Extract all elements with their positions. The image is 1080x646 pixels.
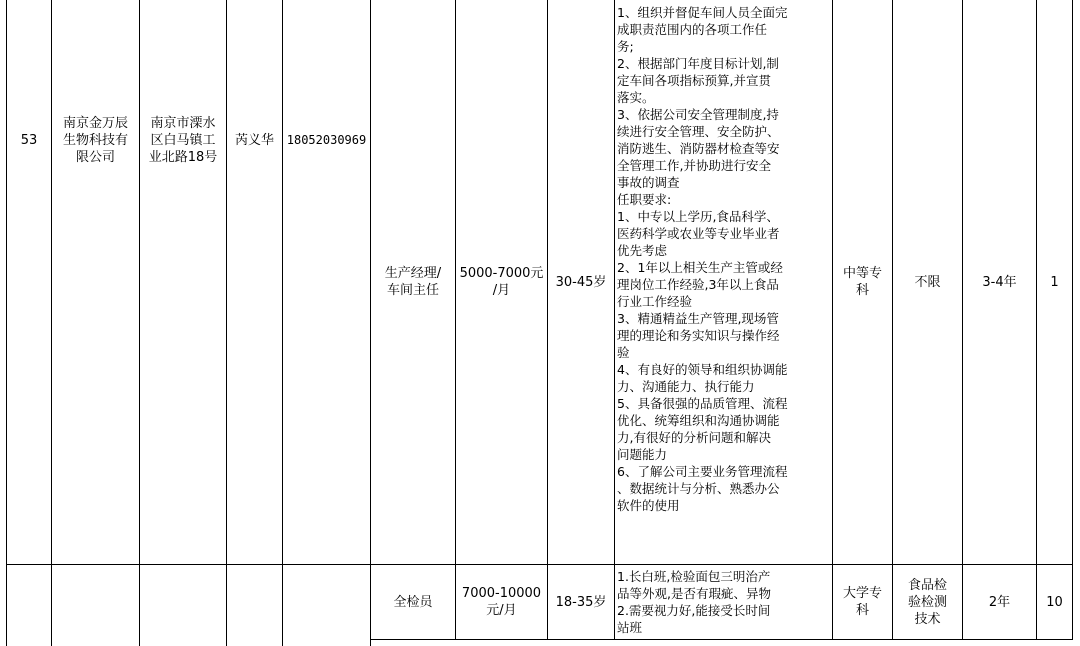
row1-headcount: 1 (1050, 274, 1059, 290)
row1-contact-person: 芮义华 (234, 132, 274, 148)
grid-line (6, 564, 371, 565)
grid-line (370, 639, 1073, 640)
row1-position: 生产经理/ 车间主任 (384, 266, 442, 298)
row2-education: 大学专 科 (842, 586, 882, 618)
row2-salary: 7000-10000 元/月 (461, 586, 542, 618)
row2-position: 全检员 (393, 594, 433, 610)
row1-education: 中等专 科 (842, 266, 882, 298)
row1-experience: 3-4年 (982, 274, 1017, 290)
grid-line (614, 0, 615, 640)
grid-line (1072, 0, 1073, 640)
row2-major: 食品检 验检测 技术 (907, 577, 947, 627)
row1-major: 不限 (914, 274, 941, 290)
row1-age-range: 30-45岁 (555, 274, 607, 290)
row2-job-description: 1.长白班,检验面包三明治产 品等外观,是否有瑕疵、异物 2.需要视力好,能接受长时间 站班 (617, 569, 771, 635)
row1-phone: 18052030969 (286, 132, 367, 147)
row2-experience: 2年 (988, 594, 1011, 610)
row1-index: 53 (20, 132, 38, 148)
row1-company-name: 南京金万辰 生物科技有 限公司 (62, 115, 128, 165)
row1-salary: 5000-7000元 /月 (459, 266, 544, 298)
row1-company-address: 南京市溧水 区白马镇工 业北路18号 (148, 115, 218, 165)
row2-headcount: 10 (1046, 594, 1063, 610)
row2-age-range: 18-35岁 (555, 594, 607, 610)
row1-job-description: 1、组织并督促车间人员全面完 成职责范围内的各项工作任 务; 2、根据部门年度目标计划,制 定车间各项指标预算,并宣贯 落实。 3、依据公司安全管理制度,持 续进行安全管理、安全防护、 消防逃生、消防器材检查等安 全管理工作,并协助进行安全 事故的调查 任职要求: 1、中专以上学历,食品科学、 医药科学或农业等专业毕业者 优先考虑 2、1年以上相关生产主管或经 理岗位工作经验,3年以上食品 行业工作经验 3、精通精益生产管理,现场管 理的理论和务实知识与操作经 验 4、有良好的领导和组织协调能 力、沟通能力、执行能力 5、具备很强的品质管理、流程 优化、统筹组织和沟通协调能 力,有很好的分析问题和解决 问题能力 6、了解公司主要业务管理流程 、数据统计与分析、熟悉办公 软件的使用 (617, 5, 788, 513)
